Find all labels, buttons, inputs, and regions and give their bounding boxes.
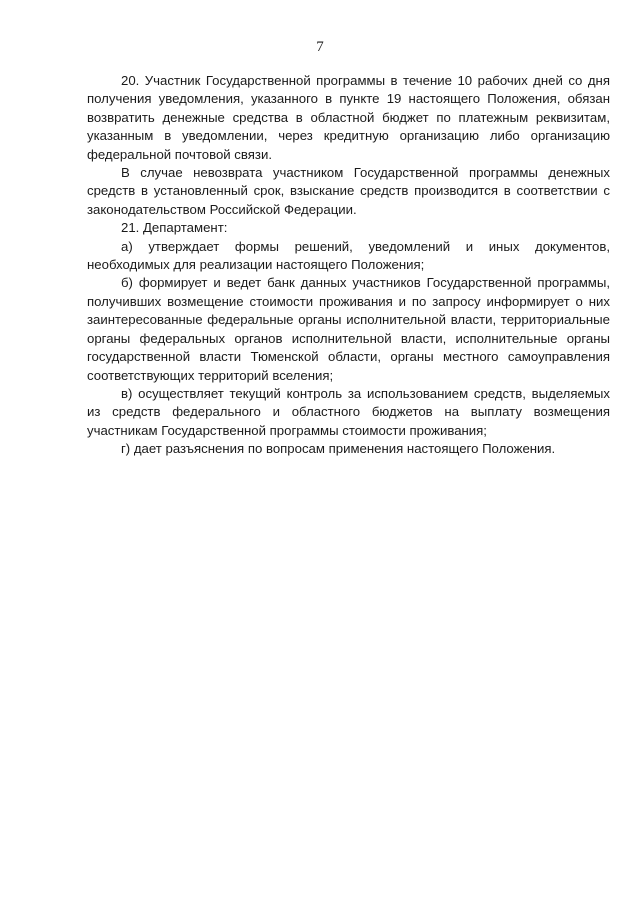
paragraph-clause-21-heading: 21. Департамент: xyxy=(121,220,228,236)
document-body xyxy=(87,72,610,459)
paragraph-clause-20: 20. Участник Государственной программы в течение 10 рабочих дней со дня получения уведомления, указанного в пункте 19 настоящего Положения, обязан возвратить денежные средства в областной бюджет по платежным реквизитам, указанным в уведомлении, через кредитную организацию либо организацию федеральной почтовой связи. xyxy=(87,73,610,162)
paragraph-item-g: г) дает разъяснения по вопросам применения настоящего Положения. xyxy=(121,441,556,457)
paragraph-item-v: в) осуществляет текущий контроль за использованием средств, выделяемых из средств федерального и областного бюджетов на выплату возмещения участникам Государственной программы стоимости проживания; xyxy=(87,385,610,438)
page-number: 7 xyxy=(316,39,324,55)
paragraph-item-b: б) формирует и ведет банк данных участников Государственной программы, получивших возмещение стоимости проживания и по запросу информирует о них заинтересованные федеральные органы исполнительной власти, территориальные органы федеральных органов исполнительной власти, исполнительные органы государственной власти Тюменской области, органы местного самоуправления соответствующих территорий вселения; xyxy=(87,275,610,383)
paragraph-item-a: а) утверждает формы решений, уведомлений и иных документов, необходимых для реализации настоящего Положения; xyxy=(87,238,610,273)
paragraph-non-return: В случае невозврата участником Государственной программы денежных средств в установленный срок, взыскание средств производится в соответствии с законодательством Российской Федерации. xyxy=(87,165,610,217)
